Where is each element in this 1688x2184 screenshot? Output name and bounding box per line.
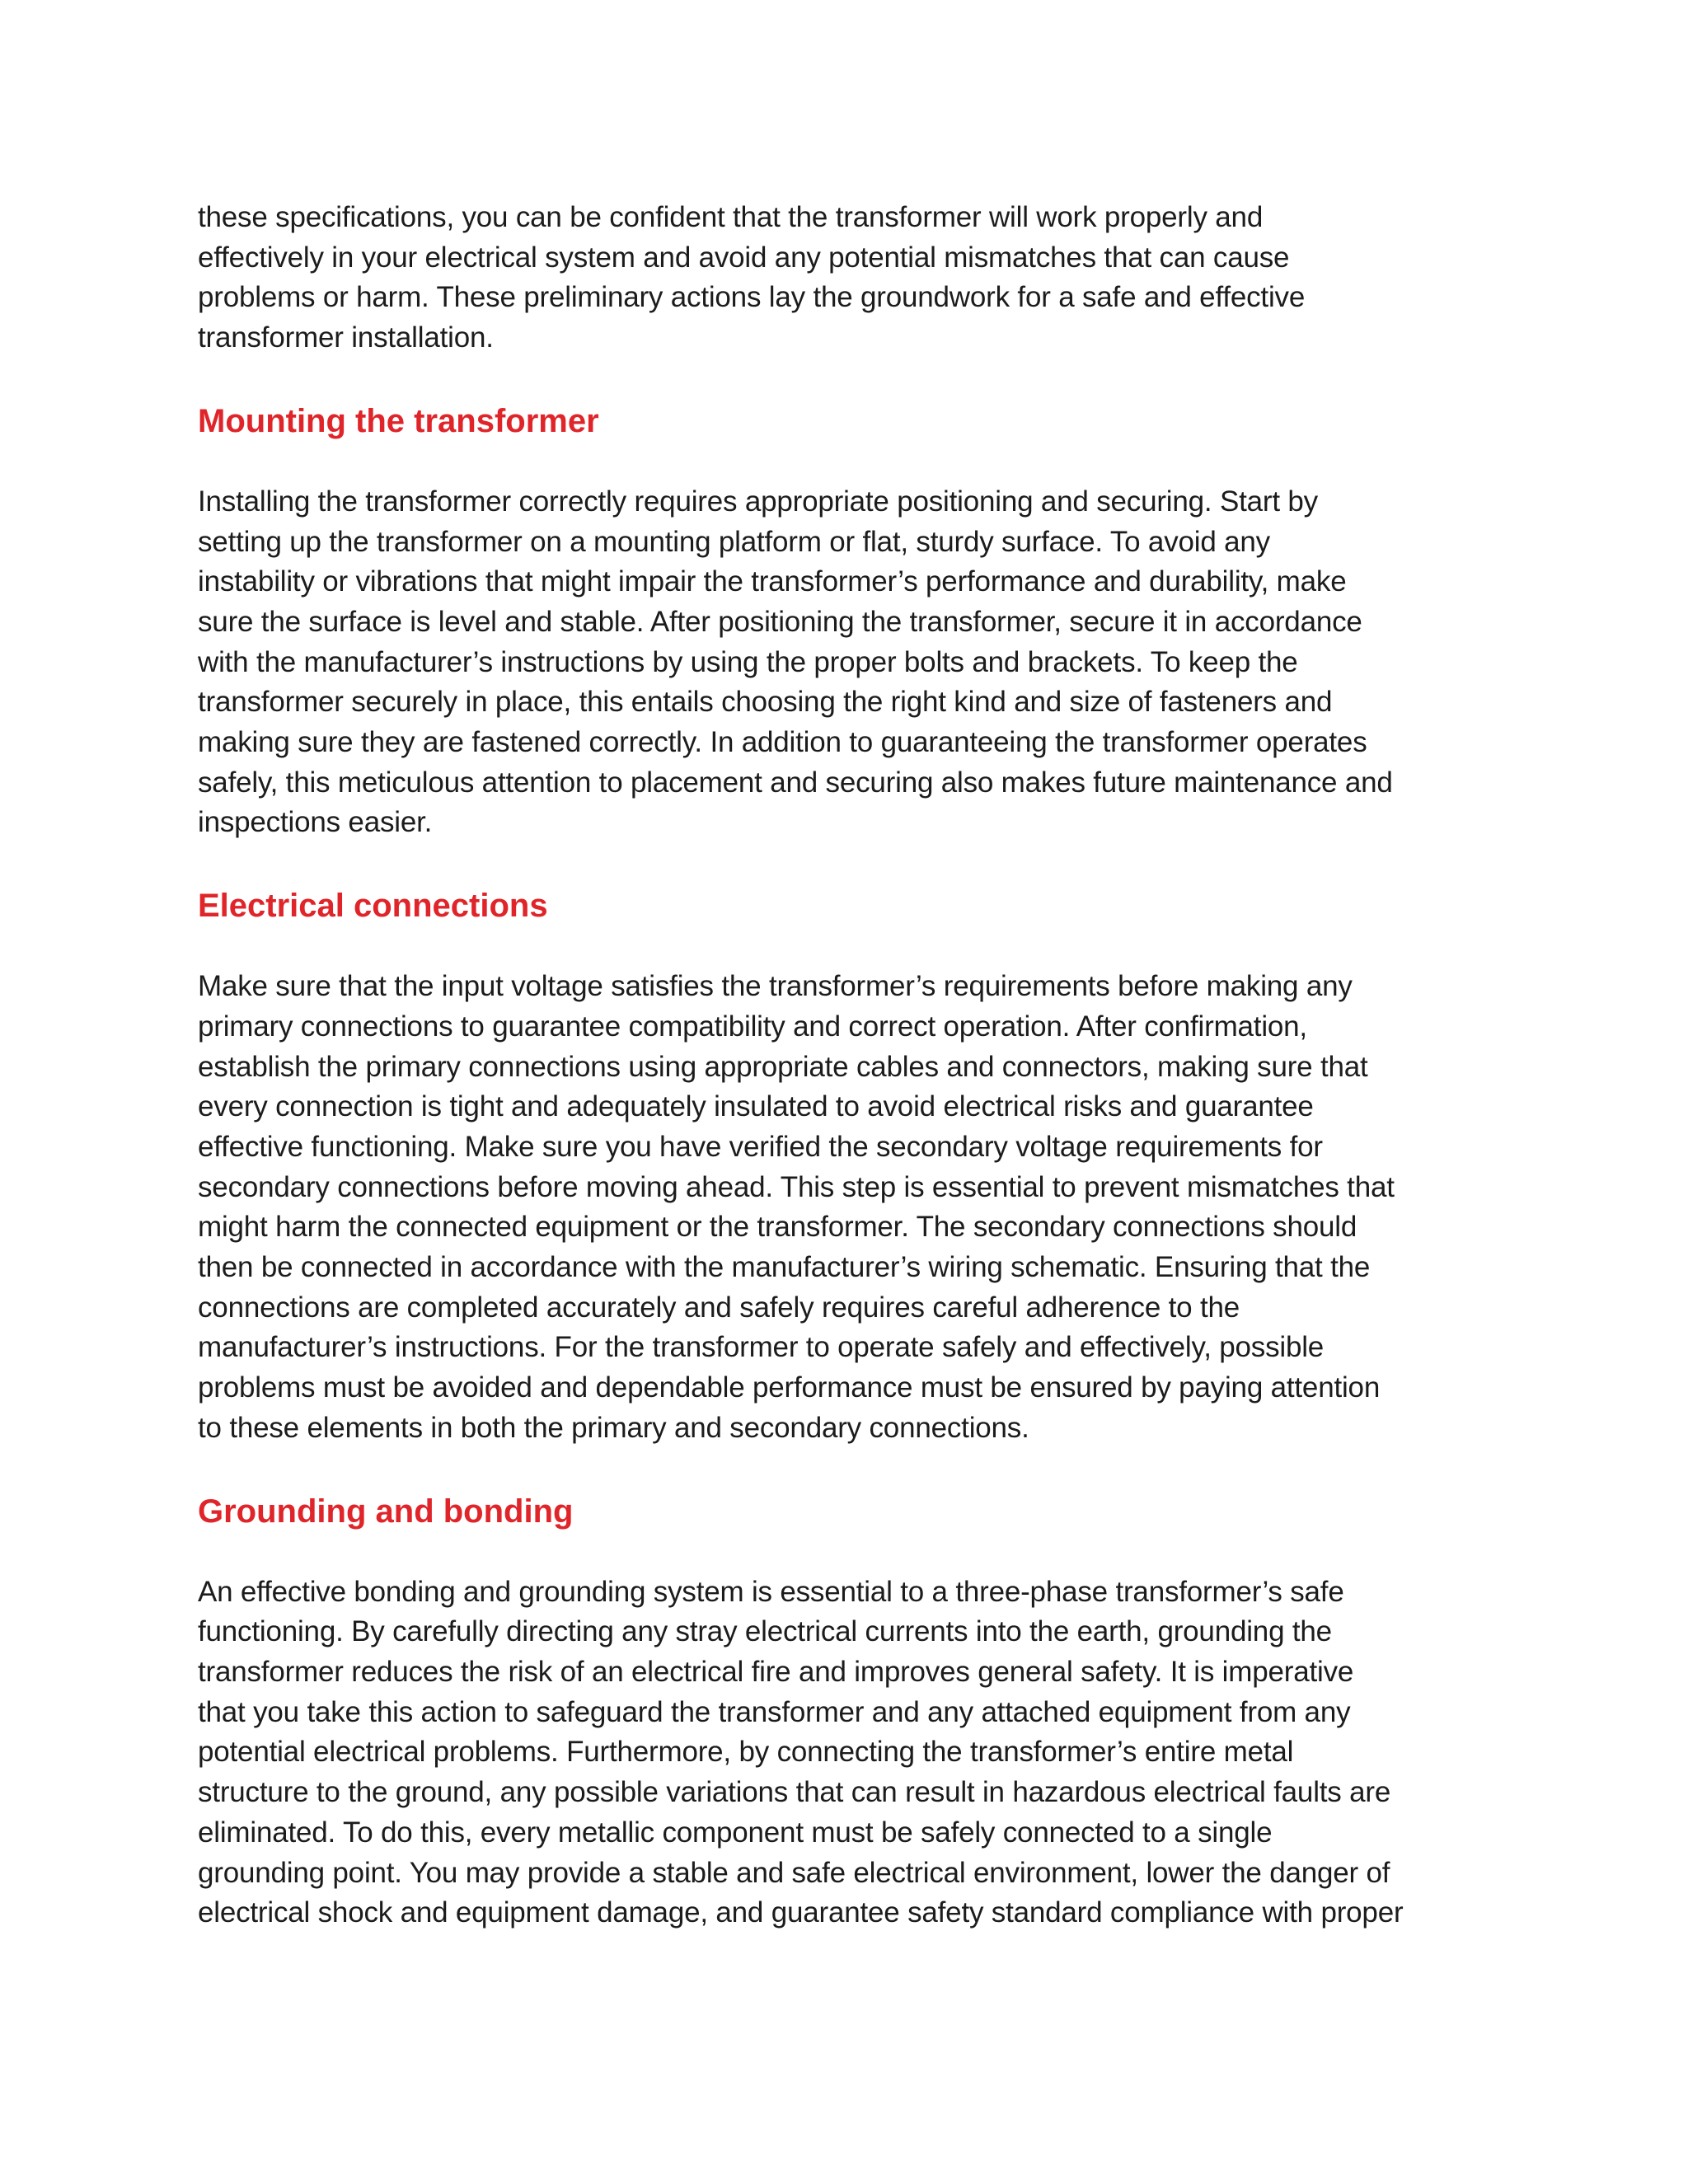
paragraph-line: safely, this meticulous attention to placement and securing also makes future maintenance and [198, 766, 1393, 799]
paragraph-line: potential electrical problems. Furthermore, by connecting the transformer’s entire metal [198, 1736, 1294, 1769]
paragraph-line: functioning. By carefully directing any stray electrical currents into the earth, grounding the [198, 1615, 1332, 1648]
paragraph-line: these specifications, you can be confident that the transformer will work properly and [198, 201, 1264, 233]
paragraph-line: with the manufacturer’s instructions by using the proper bolts and brackets. To keep the [198, 645, 1298, 678]
section-heading-grounding-bonding: Grounding and bonding [198, 1493, 574, 1530]
paragraph-line: effective functioning. Make sure you have verified the secondary voltage requirements for [198, 1130, 1323, 1163]
paragraph-line: sure the surface is level and stable. After positioning the transformer, secure it in accordance [198, 605, 1362, 638]
paragraph-line: electrical shock and equipment damage, and guarantee safety standard compliance with proper [198, 1896, 1404, 1929]
paragraph-line: problems must be avoided and dependable performance must be ensured by paying attention [198, 1371, 1381, 1404]
section-heading-electrical-connections: Electrical connections [198, 888, 548, 925]
paragraph-line: making sure they are fastened correctly. In addition to guaranteeing the transformer operates [198, 726, 1367, 759]
document-page [198, 198, 1508, 1933]
paragraph-line: manufacturer’s instructions. For the transformer to operate safely and effectively, possible [198, 1331, 1325, 1364]
paragraph-line: setting up the transformer on a mounting platform or flat, sturdy surface. To avoid any [198, 525, 1270, 558]
paragraph-line: might harm the connected equipment or the transformer. The secondary connections should [198, 1211, 1357, 1244]
section-paragraph-grounding-bonding [198, 1572, 1508, 1933]
paragraph-line: instability or vibrations that might impair the transformer’s performance and durability, make [198, 565, 1347, 598]
paragraph-line: eliminated. To do this, every metallic component must be safely connected to a single [198, 1816, 1273, 1849]
paragraph-line: transformer reduces the risk of an electrical fire and improves general safety. It is imperative [198, 1655, 1354, 1688]
section-paragraph-electrical-connections [198, 967, 1508, 1448]
paragraph-line: inspections easier. [198, 806, 433, 839]
paragraph-line: An effective bonding and grounding system is essential to a three-phase transformer’s safe [198, 1575, 1344, 1608]
paragraph-line: transformer installation. [198, 321, 494, 354]
section-heading-mounting: Mounting the transformer [198, 402, 599, 439]
paragraph-line: problems or harm. These preliminary actions lay the groundwork for a safe and effective [198, 281, 1306, 314]
paragraph-line: establish the primary connections using appropriate cables and connectors, making sure that [198, 1050, 1368, 1083]
paragraph-line: to these elements in both the primary and secondary connections. [198, 1411, 1029, 1444]
paragraph-line: then be connected in accordance with the manufacturer’s wiring schematic. Ensuring that the [198, 1251, 1371, 1284]
paragraph-line: that you take this action to safeguard the transformer and any attached equipment from any [198, 1695, 1351, 1728]
paragraph-line: Make sure that the input voltage satisfies the transformer’s requirements before making any [198, 970, 1353, 1003]
paragraph-line: transformer securely in place, this entails choosing the right kind and size of fasteners and [198, 686, 1333, 719]
paragraph-line: structure to the ground, any possible variations that can result in hazardous electrical faults are [198, 1776, 1391, 1809]
paragraph-line: secondary connections before moving ahead. This step is essential to prevent mismatches that [198, 1170, 1395, 1203]
paragraph-line: every connection is tight and adequately insulated to avoid electrical risks and guarantee [198, 1090, 1314, 1123]
paragraph-line: connections are completed accurately and safely requires careful adherence to the [198, 1291, 1240, 1324]
paragraph-line: primary connections to guarantee compatibility and correct operation. After confirmation, [198, 1010, 1307, 1043]
paragraph-line: effectively in your electrical system and avoid any potential mismatches that can cause [198, 241, 1290, 274]
paragraph-line: Installing the transformer correctly requires appropriate positioning and securing. Start by [198, 485, 1318, 518]
section-paragraph-mounting [198, 482, 1508, 843]
paragraph-line: grounding point. You may provide a stable and safe electrical environment, lower the danger of [198, 1856, 1390, 1889]
intro-paragraph [198, 198, 1508, 359]
